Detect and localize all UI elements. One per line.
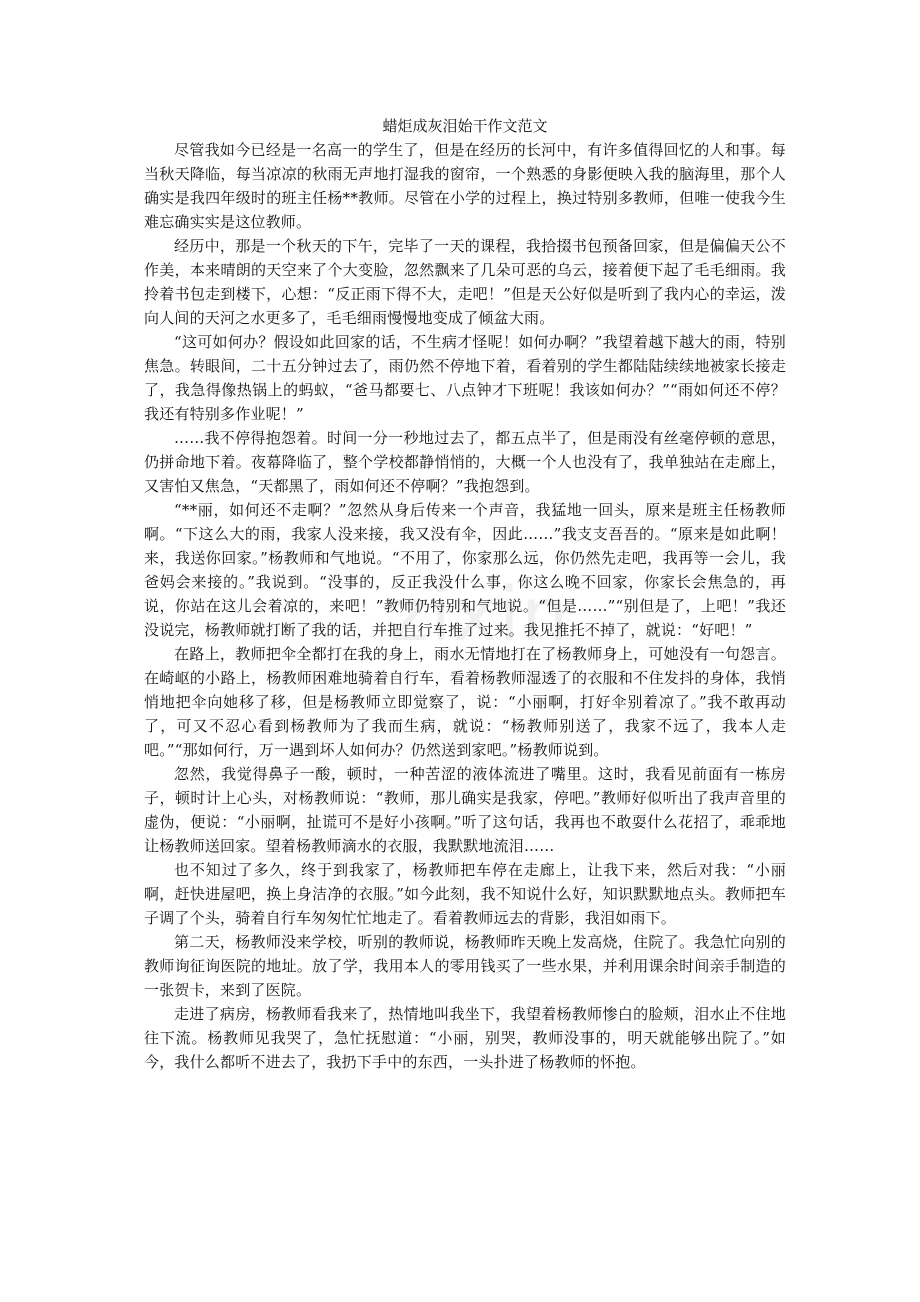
paragraph-5: “**丽，如何还不走啊？”忽然从身后传来一个声音，我猛地一回头，原来是班主任杨教师啊。“下这么大的雨，我家人没来接，我又没有伞，因此……”我支支吾吾的。“原来是如此啊！来，我送你回家。”杨教师和气地说。“不用了，你家那么远，你仍然先走吧，我再等一会儿，我爸妈会来接的。”我说到。“没事的，反正我没什么事，你这么晚不回家，你家长会焦急的，再说，你站在这儿会着凉的，来吧！”教师仍特别和气地说。“但是……”“别但是了，上吧！”我还没说完，杨教师就打断了我的话，并把自行车推了过来。我见推托不掉了，就说：“好吧！”: [144, 501, 786, 639]
paragraph-3: “这可如何办？假设如此回家的话，不生病才怪呢！如何办啊？”我望着越下越大的雨，特别焦急。转眼间，二十五分钟过去了，雨仍然不停地下着，看着别的学生都陆陆续续地被家长接走了，我急得像热锅上的蚂蚁，“爸马都要七、八点钟才下班呢！我该如何办？”“雨如何还不停？我还有特别多作业呢！”: [144, 333, 786, 423]
paragraph-9: 第二天，杨教师没来学校，听别的教师说，杨教师昨天晚上发高烧，住院了。我急忙向别的教师询征询医院的地址。放了学，我用本人的零用钱买了一些水果，并利用课余时间亲手制造的一张贺卡，来到了医院。: [144, 933, 786, 999]
paragraph-8: 也不知过了多久，终于到我家了，杨教师把车停在走廊上，让我下来，然后对我：“小丽啊，赶快进屋吧，换上身洁净的衣服。”如今此刻，我不知说什么好，知识默默地点头。教师把车子调了个头，骑着自行车匆匆忙忙地走了。看着教师远去的背影，我泪如雨下。: [144, 861, 786, 927]
paragraph-7: 忽然，我觉得鼻子一酸，顿时，一种苦涩的液体流进了嘴里。这时，我看见前面有一栋房子，顿时计上心头，对杨教师说：“教师，那儿确实是我家，停吧。”教师好似听出了我声音里的虚伪，便说：“小丽啊，扯谎可不是好小孩啊。”听了这句话，我再也不敢耍什么花招了，乖乖地让杨教师送回家。望着杨教师滴水的衣服，我默默地流泪……: [144, 765, 786, 855]
paragraph-1: 尽管我如今已经是一名高一的学生了，但是在经历的长河中，有许多值得回忆的人和事。每当秋天降临，每当凉凉的秋雨无声地打湿我的窗帘，一个熟悉的身影便映入我的脑海里，那个人确实是我四年级时的班主任杨**教师。尽管在小学的过程上，换过特别多教师，但唯一使我今生难忘确实实是这位教师。: [144, 141, 786, 231]
paragraph-4: ……我不停得抱怨着。时间一分一秒地过去了，都五点半了，但是雨没有丝毫停顿的意思，仍拼命地下着。夜幕降临了，整个学校都静悄悄的，大概一个人也没有了，我单独站在走廊上，又害怕又焦急，“天都黑了，雨如何还不停啊？”我抱怨到。: [144, 429, 786, 495]
document-title: 蜡炬成灰泪始干作文范文: [382, 117, 548, 135]
watermark: zixin: [389, 572, 571, 658]
document-body: [144, 114, 786, 1074]
paragraph-10: 走进了病房，杨教师看我来了，热情地叫我坐下，我望着杨教师惨白的脸颊，泪水止不住地往下流。杨教师见我哭了，急忙抚慰道：“小丽，别哭，教师没事的，明天就能够出院了。”如今，我什么都听不进去了，我扔下手中的东西，一头扑进了杨教师的怀抱。: [144, 1005, 786, 1071]
paragraph-2: 经历中，那是一个秋天的下午，完毕了一天的课程，我拾掇书包预备回家，但是偏偏天公不作美，本来晴朗的天空来了个大变脸，忽然飘来了几朵可恶的乌云，接着便下起了毛毛细雨。我拎着书包走到楼下，心想：“反正雨下得不大，走吧！”但是天公好似是听到了我内心的幸运，泼向人间的天河之水更多了，毛毛细雨慢慢地变成了倾盆大雨。: [144, 237, 786, 327]
paragraph-6: 在路上，教师把伞全都打在我的身上，雨水无情地打在了杨教师身上，可她没有一句怨言。在崎岖的小路上，杨教师困难地骑着自行车，看着杨教师湿透了的衣服和不住发抖的身体，我悄悄地把伞向她移了移，但是杨教师立即觉察了，说：“小丽啊，打好伞别着凉了。”我不敢再动了，可又不忍心看到杨教师为了我而生病，就说：“杨教师别送了，我家不远了，我本人走吧。”“那如何行，万一遇到坏人如何办？仍然送到家吧。”杨教师说到。: [144, 645, 786, 759]
